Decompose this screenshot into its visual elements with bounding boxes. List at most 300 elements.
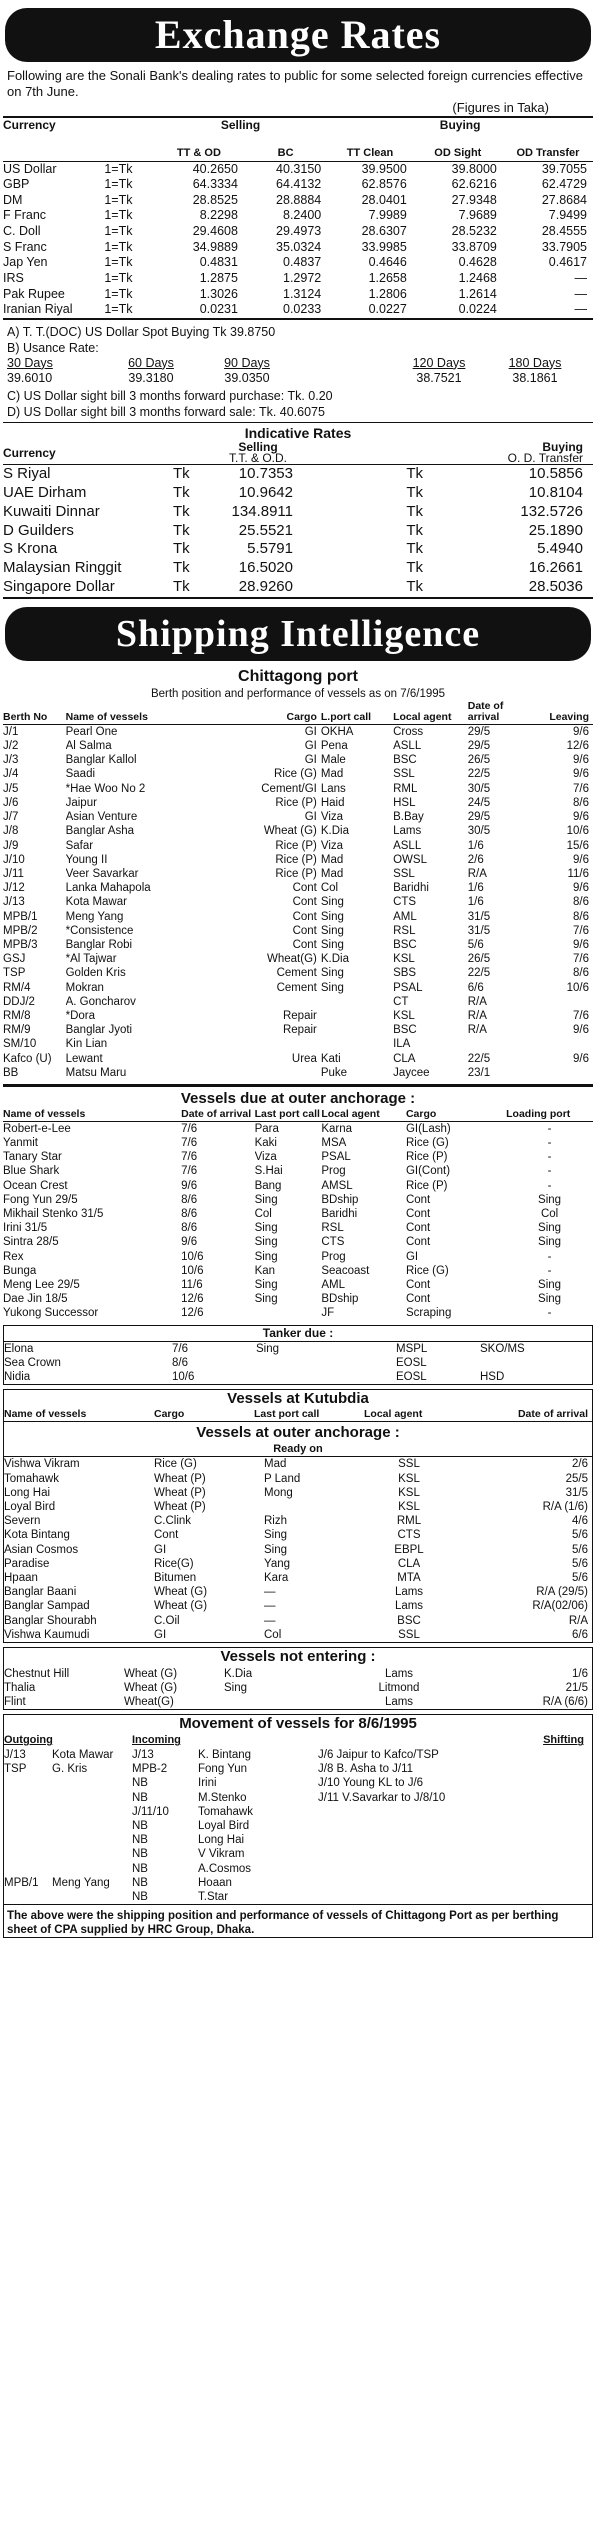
anchorage-row [4, 1557, 592, 1571]
tk-label: Tk [173, 559, 190, 576]
movement-cell [318, 1805, 592, 1819]
berth-cell: 10/6 [566, 981, 589, 994]
vessel-due-row [3, 1278, 593, 1292]
vessel-due-cell: Kaki [254, 1136, 277, 1149]
rate-value: 0.4646 [368, 255, 407, 270]
outer-due-title: Vessels due at outer anchorage : [180, 1089, 416, 1107]
col-od-sight: OD Sight [413, 133, 503, 161]
anchorage-cell: CLA [397, 1557, 421, 1570]
tanker-cell: EOSL [396, 1356, 427, 1369]
berth-cell: MPB/1 [3, 910, 38, 923]
movement-cell [318, 1847, 592, 1861]
berth-row [3, 1037, 593, 1051]
rate-value: 0.4628 [458, 255, 497, 270]
berth-cell: KSL [393, 953, 415, 966]
vessel-due-cell: Tanary Star [3, 1151, 62, 1164]
anchorage-cell: Wheat (P) [154, 1501, 206, 1514]
anchorage-cell: 5/6 [572, 1572, 588, 1585]
currency-name: Kuwaiti Dinnar [3, 502, 100, 520]
anchorage-cell: Kota Bintang [4, 1529, 70, 1542]
berth-cell: Lans [320, 782, 346, 795]
berth-row [3, 895, 593, 909]
anchorage-cell: Paradise [4, 1557, 50, 1570]
anchorage-cell: Sing [264, 1529, 288, 1542]
movement-row [4, 1890, 592, 1904]
berth-cell: *Consistence [65, 924, 134, 937]
anchorage-cell: KSL [398, 1472, 420, 1485]
vessel-due-cell: 9/6 [181, 1179, 198, 1192]
berth-cell: 2/6 [467, 853, 484, 866]
movement-cell: J/13 [132, 1748, 154, 1761]
berth-cell [222, 995, 321, 1009]
not-entering-cell: K.Dia [224, 1667, 253, 1680]
movement-cell: Long Hai [198, 1834, 245, 1847]
usance-day-3: 120 Days [412, 355, 466, 370]
berth-cell: Pena [320, 740, 348, 753]
vessel-due-cell: - [547, 1264, 552, 1277]
berth-cell: J/6 [3, 796, 19, 809]
rate-row [3, 224, 593, 240]
usance-day-2: 90 Days [224, 355, 270, 370]
rate-value: 1.3026 [199, 286, 238, 301]
berth-cell: J/5 [3, 782, 19, 795]
rate-value: 29.4608 [192, 224, 238, 238]
vessel-due-cell: Rice (P) [405, 1179, 448, 1192]
not-entering-cell: 21/5 [565, 1682, 588, 1694]
anchorage-cell: CTS [397, 1529, 421, 1542]
rate-value: 28.4555 [541, 224, 587, 238]
movement-cell: V Vikram [198, 1848, 245, 1861]
berth-cell: OKHA [320, 725, 354, 738]
vessel-due-cell: GI(Cont) [405, 1165, 451, 1178]
vessel-due-cell: Rice (G) [405, 1264, 449, 1277]
tanker-cell: HSD [480, 1370, 505, 1383]
rate-row [3, 208, 593, 224]
tanker-cell: SKO/MS [480, 1342, 525, 1355]
berth-cell: K.Dia [320, 953, 349, 966]
tanker-table [4, 1342, 592, 1385]
kt-col-name: Name of vessels [4, 1409, 154, 1422]
usance-val-0: 39.6010 [7, 370, 53, 385]
anchorage-cell: Yang [264, 1557, 291, 1570]
vessel-due-cell: Ocean Crest [3, 1179, 68, 1192]
movement-cell: NB [132, 1777, 148, 1790]
anchorage-cell: C.Oil [154, 1614, 180, 1627]
vessel-due-cell: 7/6 [181, 1151, 198, 1164]
not-entering-row [4, 1681, 592, 1695]
anchorage-cell: Hpaan [4, 1572, 38, 1585]
berth-cell: Sing [320, 981, 344, 994]
berth-cell: Banglar Robi [65, 938, 133, 951]
indicative-row [3, 559, 593, 578]
vessel-due-row [3, 1136, 593, 1150]
currency-name: US Dollar [3, 161, 57, 176]
berth-cell: J/12 [3, 882, 25, 895]
vessel-due-cell: PSAL [321, 1151, 351, 1164]
berth-cell: Pearl One [65, 725, 118, 738]
berth-cell [321, 1009, 393, 1023]
berth-cell: RSL [393, 924, 416, 937]
vessel-due-row [3, 1121, 593, 1136]
anchorage-cell: 5/6 [572, 1529, 588, 1542]
shipping-banner: Shipping Intelligence [5, 607, 591, 661]
anchorage-cell: 5/6 [572, 1543, 588, 1556]
currency-name: Pak Rupee [3, 286, 65, 301]
berth-cell: Sing [320, 896, 344, 909]
anchorage-cell [264, 1500, 334, 1514]
berth-row [3, 1009, 593, 1023]
movement-cell [4, 1833, 52, 1847]
rate-row [3, 271, 593, 287]
berth-cell: DDJ/2 [3, 995, 35, 1008]
port-subtitle: Berth position and performance of vessels as on 7/6/1995 [150, 687, 446, 700]
rate-value: 28.0401 [361, 192, 407, 207]
berth-cell: J/8 [3, 825, 19, 838]
kt-col-lport: Last port call [254, 1409, 364, 1422]
berth-cell: Male [320, 754, 346, 767]
indicative-row [3, 540, 593, 559]
usance-val-4: 38.1861 [512, 370, 558, 385]
vessel-due-row [3, 1264, 593, 1278]
anchorage-row [4, 1472, 592, 1486]
berth-cell: Sing [320, 924, 344, 937]
movement-cell: J/11 V.Savarkar to J/8/10 [318, 1791, 446, 1804]
vessel-due-cell: Kan [254, 1264, 276, 1277]
berth-cell: 9/6 [573, 853, 589, 866]
vessel-due-cell: JF [321, 1307, 335, 1320]
tanker-cell: Elona [4, 1342, 34, 1355]
currency-name: GBP [3, 177, 30, 192]
vessel-due-cell: 8/6 [181, 1222, 198, 1235]
movement-row [4, 1847, 592, 1861]
anchorage-cell: Tomahawk [4, 1472, 59, 1485]
movement-cell [52, 1805, 132, 1819]
vessel-due-row [3, 1193, 593, 1207]
outer-at-table [4, 1457, 592, 1642]
shipping-footer: The above were the shipping position and performance of vessels of Chittagong Port as per berthing sheet of CPA supplied by HRC Group, Dhaka. [4, 1904, 592, 1937]
rate-value: 0.4837 [283, 255, 322, 270]
berth-cell: J/1 [3, 725, 19, 738]
movement-cell [4, 1776, 52, 1790]
buying-value: 28.5036 [433, 578, 593, 598]
vessel-due-cell: Col [540, 1207, 559, 1220]
rate-value: 28.5232 [451, 224, 497, 238]
vessel-due-cell: Rex [3, 1250, 24, 1263]
berth-cell: 24/5 [467, 796, 491, 809]
ready-on-label: Ready on [4, 1443, 592, 1458]
anchorage-cell: Banglar Shourabh [4, 1614, 97, 1627]
not-entering-row [4, 1695, 592, 1709]
berth-cell: Wheat (G) [263, 825, 317, 838]
anchorage-cell: Rice (G) [154, 1458, 197, 1471]
rate-value: 39.9500 [361, 161, 407, 176]
berth-cell: Repair [282, 1009, 317, 1022]
movement-row [4, 1748, 592, 1762]
vessel-due-cell: Para [254, 1122, 279, 1135]
outer-at-title: Vessels at outer anchorage : [196, 1423, 400, 1441]
tanker-cell: MSPL [396, 1342, 428, 1355]
rate-value: 27.8684 [541, 192, 587, 207]
tanker-cell: 8/6 [172, 1356, 188, 1369]
col-agent: Local agent [393, 701, 468, 725]
vessel-due-cell: - [547, 1136, 552, 1149]
berth-cell: RM/9 [3, 1024, 31, 1037]
anchorage-row [4, 1486, 592, 1500]
anchorage-cell: Wheat (G) [154, 1586, 208, 1599]
anchorage-cell: Severn [4, 1515, 41, 1528]
usance-val-3: 38.7521 [416, 370, 462, 385]
berth-cell: Lams [393, 825, 422, 838]
berth-cell: Viza [320, 839, 344, 852]
berth-cell: A. Goncharov [65, 995, 136, 1008]
berth-cell: Repair [282, 1024, 317, 1037]
berth-cell: 7/6 [573, 953, 589, 966]
berth-cell: J/11 [3, 867, 24, 880]
currency-name: S Riyal [3, 465, 51, 483]
berth-cell: TSP [3, 967, 26, 980]
berth-cell: 8/6 [573, 967, 589, 980]
currency-name: DM [3, 192, 23, 207]
berth-row [3, 839, 593, 853]
berth-cell: SSL [393, 768, 415, 781]
rate-value: 0.0233 [244, 302, 327, 319]
berth-cell: *Al Tajwar [65, 953, 117, 966]
movement-cell [4, 1890, 52, 1904]
rate-value: — [574, 270, 587, 285]
buying-value: 5.4940 [537, 540, 583, 558]
rate-row [3, 177, 593, 193]
berth-cell: J/10 [3, 853, 25, 866]
rate-value: 29.4973 [276, 224, 322, 238]
rate-value: 1.2658 [368, 270, 407, 285]
ind-col-buying: Buying [542, 442, 583, 455]
vessel-due-cell: Cont [405, 1236, 431, 1249]
rate-value: — [574, 286, 587, 301]
vessel-due-cell: Yanmit [3, 1136, 38, 1149]
anchorage-cell: 25/5 [565, 1472, 588, 1485]
anchorage-cell: 2/6 [572, 1458, 588, 1471]
tk-label: Tk [173, 521, 190, 539]
berth-cell: CLA [393, 1052, 416, 1065]
anchorage-cell: 31/5 [565, 1486, 588, 1499]
rate-value: 64.3334 [192, 177, 238, 192]
berth-cell: ILA [393, 1038, 411, 1051]
currency-unit: 1=Tk [104, 192, 133, 207]
berth-cell: 9/6 [573, 1024, 589, 1037]
vessel-due-cell: Rice (P) [405, 1151, 448, 1164]
berth-cell: Rice (G) [274, 768, 317, 781]
anchorage-cell: Long Hai [4, 1486, 51, 1499]
currency-name: C. Doll [3, 224, 41, 238]
anchorage-cell: R/A (1/6) [542, 1501, 588, 1514]
vessel-due-cell: - [547, 1179, 552, 1192]
berth-cell: BB [3, 1066, 19, 1079]
berth-cell: Lanka Mahapola [65, 882, 151, 895]
selling-value: 28.9260 [213, 578, 303, 598]
movement-cell: Meng Yang [52, 1876, 110, 1889]
movement-cell [52, 1862, 132, 1876]
anchorage-cell: Banglar Baani [4, 1586, 77, 1599]
not-entering-cell: Wheat (G) [124, 1667, 178, 1680]
anchorage-row [4, 1599, 592, 1613]
vessel-due-cell: Bunga [3, 1264, 37, 1277]
indicative-row [3, 503, 593, 522]
od-col-agent: Local agent [321, 1109, 406, 1122]
kt-col-agent: Local agent [364, 1409, 494, 1422]
col-arrival: Date of arrival [468, 701, 531, 725]
berth-cell: 10/6 [566, 825, 589, 838]
vessel-due-cell: - [547, 1165, 552, 1178]
movement-box [3, 1714, 593, 1938]
berth-row [3, 966, 593, 980]
movement-cell: A.Cosmos [198, 1862, 252, 1875]
movement-cell: J/13 [4, 1748, 26, 1761]
buying-value: 10.5856 [528, 465, 583, 483]
berth-cell: R/A [467, 867, 487, 880]
anchorage-cell: BSC [397, 1614, 421, 1627]
berth-cell: 11/6 [567, 867, 589, 880]
tanker-box [3, 1325, 593, 1386]
currency-name: S Krona [3, 540, 58, 558]
vessel-due-cell: Col [254, 1207, 272, 1220]
exchange-intro-text: Following are the Sonali Bank's dealing rates to public for some selected foreign currencies effective on 7th June. [7, 68, 583, 99]
vessel-due-cell: - [547, 1307, 552, 1320]
vessel-due-cell: 10/6 [181, 1250, 204, 1263]
berth-cell: CT [393, 995, 409, 1008]
berth-cell: Urea [291, 1052, 317, 1065]
berth-cell: 1/6 [467, 839, 484, 852]
movement-row [4, 1833, 592, 1847]
col-vessel: Name of vessels [66, 701, 223, 725]
berth-cell: Cont [292, 938, 317, 951]
rate-value: 34.9889 [192, 239, 238, 254]
ind-col-currency: Currency [3, 442, 173, 465]
tanker-cell: Nidia [4, 1370, 31, 1383]
berth-cell: 5/6 [467, 938, 484, 951]
usance-day-4: 180 Days [508, 355, 562, 370]
berth-cell: 7/6 [573, 924, 589, 937]
vessel-due-cell [255, 1306, 322, 1320]
movement-cell: M.Stenko [198, 1791, 247, 1804]
berth-cell: 31/5 [467, 910, 491, 923]
berth-cell: Kati [320, 1052, 341, 1065]
col-berth: Berth No [3, 701, 66, 725]
berth-cell: Banglar Asha [65, 825, 135, 838]
vessel-due-cell: Rice (G) [405, 1136, 449, 1149]
berth-cell: PSAL [393, 981, 423, 994]
tk-label: Tk [406, 465, 423, 483]
tk-label: Tk [173, 540, 190, 558]
currency-unit: 1=Tk [104, 286, 133, 301]
tanker-row [4, 1342, 592, 1356]
tanker-cell: Sing [256, 1342, 280, 1355]
vessel-due-cell: Sing [538, 1278, 562, 1291]
movement-cell: J/6 Jaipur to Kafco/TSP [318, 1748, 439, 1761]
berth-row [3, 739, 593, 753]
rate-value: 8.2400 [283, 208, 322, 223]
movement-cell [4, 1862, 52, 1876]
movement-cell: K. Bintang [198, 1748, 252, 1761]
vessel-due-row [3, 1207, 593, 1221]
berth-row [3, 810, 593, 824]
ind-col-buying-sub: O. D. Transfer [507, 451, 583, 465]
col-lport: L.port call [321, 701, 393, 725]
movement-row [4, 1762, 592, 1776]
mv-col-shifting: Shifting [543, 1734, 584, 1747]
berth-row [3, 782, 593, 796]
berth-cell: ASLL [393, 740, 422, 753]
anchorage-cell: SSL [398, 1458, 420, 1471]
vessel-due-cell: Cont [405, 1278, 431, 1291]
berth-cell: *Hae Woo No 2 [65, 782, 146, 795]
tk-label: Tk [173, 578, 213, 598]
selling-value: 5.5791 [247, 540, 293, 558]
vessel-due-cell: Meng Lee 29/5 [3, 1278, 80, 1291]
anchorage-cell: — [264, 1600, 276, 1613]
not-entering-cell: R/A (6/6) [542, 1696, 588, 1709]
mv-col-outgoing: Outgoing [4, 1734, 53, 1747]
vessel-due-cell: Sintra 28/5 [3, 1236, 59, 1249]
anchorage-cell: Mong [264, 1486, 293, 1499]
anchorage-cell: MTA [397, 1572, 421, 1585]
berth-cell: Cross [393, 725, 424, 738]
anchorage-row [4, 1571, 592, 1585]
movement-cell: G. Kris [52, 1763, 88, 1776]
anchorage-cell: 4/6 [572, 1515, 588, 1528]
vessel-due-row [3, 1250, 593, 1264]
rate-value: 28.8884 [276, 192, 322, 207]
vessel-due-cell: Cont [405, 1193, 431, 1206]
berth-row [3, 981, 593, 995]
col-selling: Selling [154, 117, 327, 133]
rate-value: 33.7905 [541, 239, 587, 254]
anchorage-cell: P Land [264, 1472, 301, 1485]
vessel-due-cell: Sing [254, 1222, 278, 1235]
rate-value: 1.2875 [199, 270, 238, 285]
rate-value: 0.0227 [327, 302, 413, 319]
currency-name: Malaysian Ringgit [3, 559, 122, 576]
berth-cell: 7/6 [573, 1009, 589, 1022]
berth-cell: ASLL [393, 839, 422, 852]
movement-cell: MPB-2 [132, 1763, 168, 1776]
berth-row [3, 1052, 593, 1066]
berth-cell: 9/6 [573, 882, 589, 895]
berth-cell: Cont [292, 924, 317, 937]
vessel-due-cell: 12/6 [181, 1293, 204, 1306]
currency-name: D Guilders [3, 521, 74, 539]
anchorage-cell: Rizh [264, 1515, 288, 1528]
berth-cell: RML [393, 782, 418, 795]
rate-value: 28.6307 [361, 224, 407, 238]
berth-cell [468, 1037, 531, 1051]
selling-value: 25.5521 [238, 521, 293, 539]
movement-cell [318, 1876, 592, 1890]
berth-cell: Mad [320, 768, 344, 781]
rate-value: 28.8525 [192, 192, 238, 207]
berth-row [3, 938, 593, 952]
berth-cell: R/A [467, 995, 487, 1008]
vessel-due-cell: Cont [405, 1293, 431, 1306]
berth-cell [321, 1023, 393, 1037]
berth-cell: Cont [292, 896, 317, 909]
anchorage-cell: Asian Cosmos [4, 1543, 79, 1556]
berth-cell: Matsu Maru [65, 1066, 127, 1079]
currency-name: UAE Dirham [3, 484, 87, 501]
not-entering-cell: Litmond [378, 1682, 420, 1694]
movement-cell [318, 1890, 592, 1904]
anchorage-cell: 6/6 [572, 1628, 588, 1641]
berth-cell: K.Dia [320, 825, 349, 838]
